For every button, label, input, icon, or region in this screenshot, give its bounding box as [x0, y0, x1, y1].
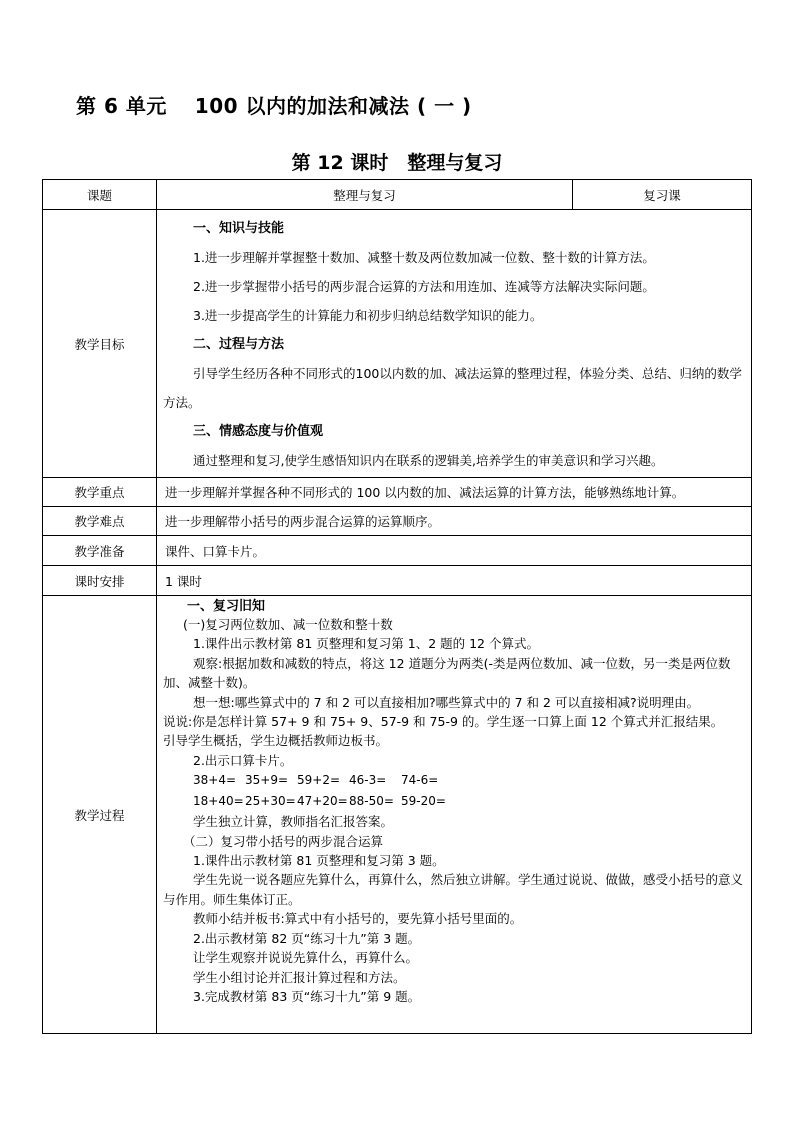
process-line: 引导学生概括，学生边概括教师边板书。 [163, 733, 389, 749]
process-line: 学生先说一说各题应先算什么，再算什么，然后独立讲解。学生通过说说、做做，感受小括号的意义与作用。师生集体订正。 [163, 872, 744, 907]
lesson-type: 复习课 [573, 180, 752, 210]
oral-card: 46-3= [349, 773, 387, 788]
label-preparation: 教学准备 [43, 536, 157, 566]
label-goals: 教学目标 [43, 210, 157, 478]
key-points-value: 进一步理解并掌握各种不同形式的 100 以内数的加、减法运算的计算方法，能够熟练地计算。 [157, 478, 752, 507]
preparation-value: 课件、口算卡片。 [157, 536, 752, 566]
process-line: 2.出示教材第 82 页“练习十九”第 3 题。 [193, 930, 421, 946]
oral-card: 38+4= [193, 773, 237, 788]
process-line: 让学生观察并说说先算什么，再算什么。 [193, 950, 419, 966]
oral-card: 59+2= [297, 773, 341, 788]
row-key-points [43, 478, 752, 507]
process-section-review: 一、复习旧知 [187, 599, 266, 614]
process-line: （二）复习带小括号的两步混合运算 [183, 833, 384, 849]
schedule-value: 1 课时 [157, 566, 752, 596]
topic-value: 整理与复习 [157, 180, 573, 210]
label-key-points: 教学重点 [43, 478, 157, 507]
process-line: 说说:你是怎样计算 57+ 9 和 75+ 9、57-9 和 75-9 的。学生逐一口算上面 12 个算式并汇报结果。 [163, 714, 724, 730]
oral-cards-row [163, 770, 743, 791]
process-method-text: 引导学生经历各种不同形式的100以内数的加、减法运算的整理过程，体验分类、总结、归纳的数学方法。 [163, 366, 742, 410]
process-line: 3.完成教材第 83 页“练习十九”第 9 题。 [193, 988, 421, 1004]
row-difficulty [43, 507, 752, 536]
process-line: 学生小组讨论并汇报计算过程和方法。 [193, 969, 406, 985]
goal-item: 1.进一步理解并掌握整十数加、减整十数及两位数加减一位数、整十数的计算方法。 [193, 250, 655, 265]
row-schedule [43, 566, 752, 596]
goal-item: 2.进一步掌握带小括号的两步混合运算的方法和用连加、连减等方法解决实际问题。 [193, 279, 655, 294]
oral-card: 35+9= [245, 773, 289, 788]
row-preparation [43, 536, 752, 566]
oral-card: 25+30= [245, 794, 296, 809]
process-line: 1.课件出示教材第 81 页整理和复习第 3 题。 [193, 853, 445, 869]
process-line: 教师小结并板书:算式中有小括号的，要先算小括号里面的。 [193, 911, 523, 927]
oral-card: 59-20= [401, 794, 446, 809]
row-topic [43, 180, 752, 210]
label-difficulty: 教学难点 [43, 507, 157, 536]
goals-section-knowledge: 一、知识与技能 [193, 221, 285, 236]
process-line: 1.课件出示教材第 81 页整理和复习第 1、2 题的 12 个算式。 [193, 636, 539, 652]
process-line: 观察:根据加数和减数的特点，将这 12 道题分为两类(-类是两位数加、减一位数，另一类是两位数加、减整十数)。 [163, 655, 731, 691]
oral-card: 74-6= [401, 773, 439, 788]
lesson-title: 第 12 课时 整理与复习 [291, 152, 503, 174]
goals-content [157, 210, 752, 478]
process-line: 学生独立计算，教师指名汇报答案。 [193, 814, 394, 830]
oral-cards-row [163, 791, 743, 812]
process-line: 2.出示口算卡片。 [193, 752, 293, 768]
process-line: (一)复习两位数加、减一位数和整十数 [183, 617, 393, 632]
row-process [43, 596, 752, 1034]
lesson-plan-table [42, 179, 752, 1034]
attitude-text: 通过整理和复习,使学生感悟知识内在联系的逻辑美,培养学生的审美意识和学习兴趣。 [193, 453, 664, 468]
oral-card: 88-50= [349, 794, 394, 809]
oral-card: 47+20= [297, 794, 348, 809]
goal-item: 3.进一步提高学生的计算能力和初步归纳总结数学知识的能力。 [193, 308, 543, 323]
process-line: 想一想:哪些算式中的 7 和 2 可以直接相加?哪些算式中的 7 和 2 可以直接相减?说明理由。 [193, 694, 700, 710]
row-goals [43, 210, 752, 478]
goals-section-attitude: 三、情感态度与价值观 [193, 424, 324, 439]
label-topic: 课题 [43, 180, 157, 210]
difficulty-value: 进一步理解带小括号的两步混合运算的运算顺序。 [157, 507, 752, 536]
goals-section-process: 二、过程与方法 [193, 337, 285, 352]
label-schedule: 课时安排 [43, 566, 157, 596]
oral-card: 18+40= [193, 794, 244, 809]
unit-title: 第 6 单元 100 以内的加法和减法 ( 一 ) [76, 94, 472, 118]
label-process: 教学过程 [43, 596, 157, 1034]
process-content [157, 596, 752, 1034]
